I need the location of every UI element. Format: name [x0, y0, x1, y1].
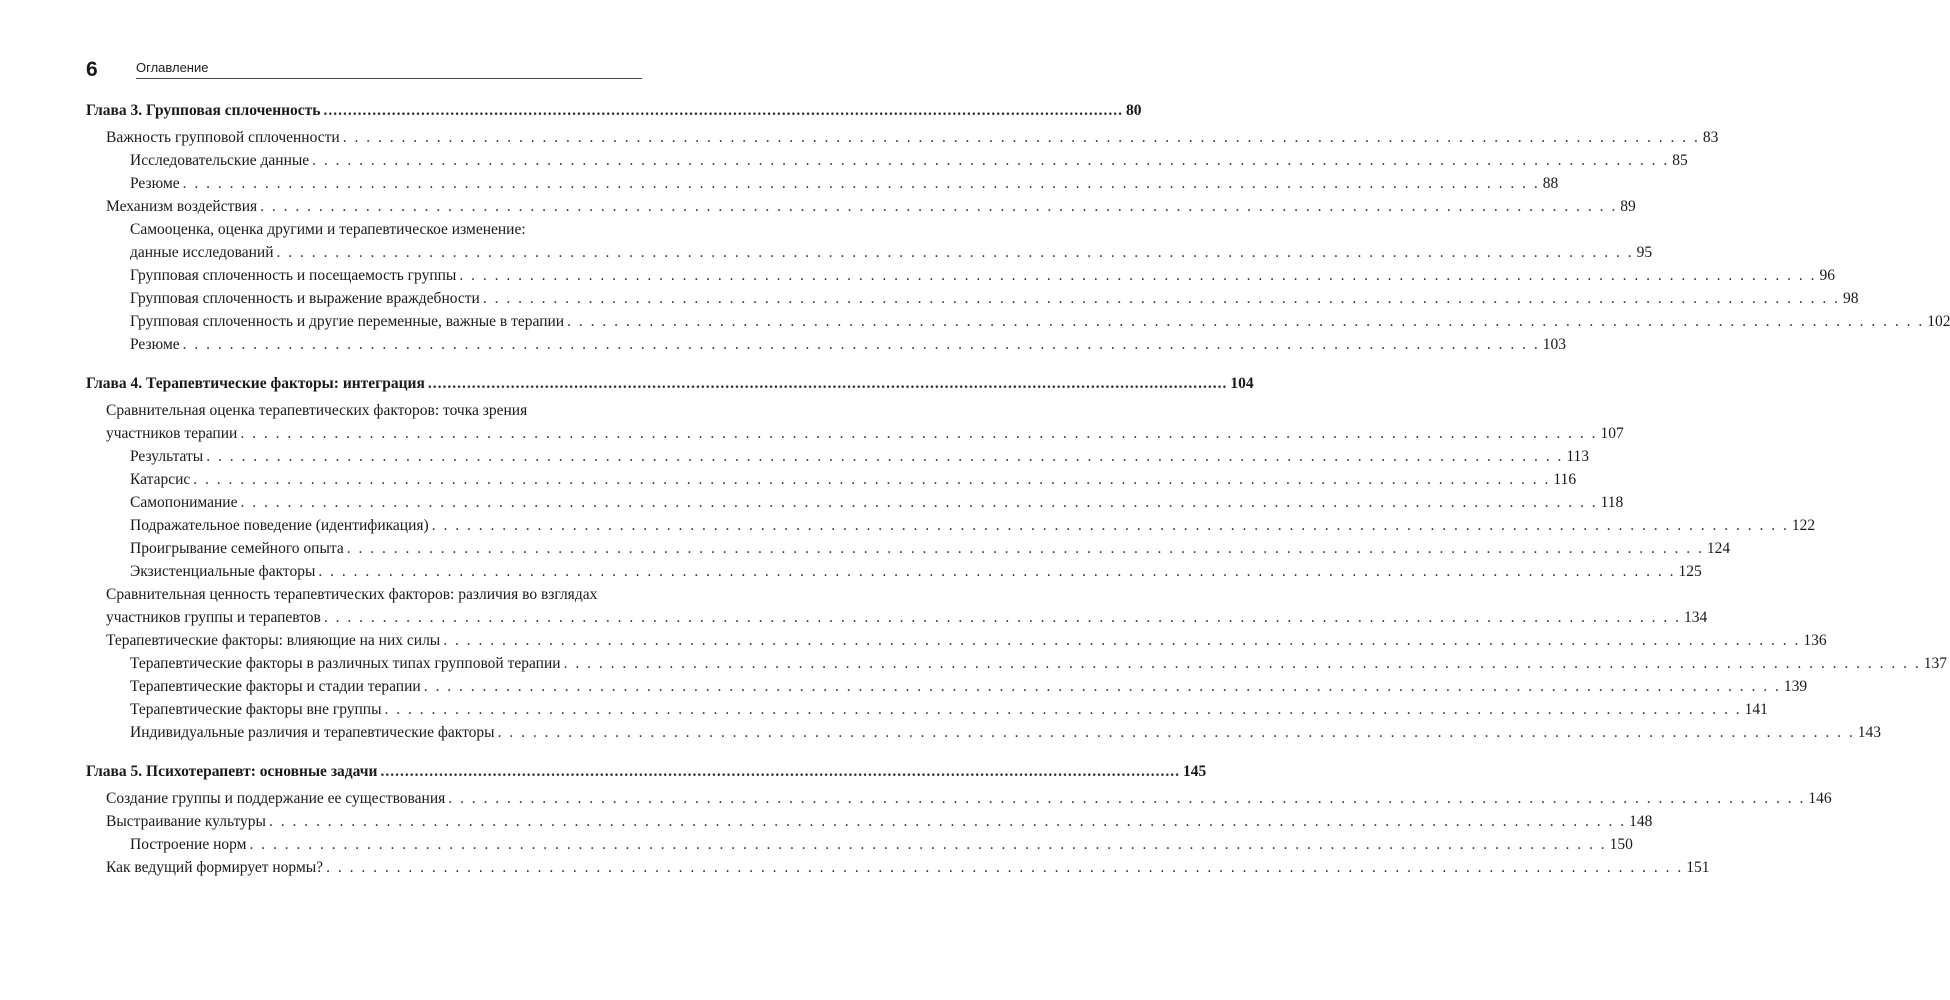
dot-leader [326, 856, 1683, 879]
toc-entry[interactable] [86, 698, 1768, 721]
toc-entry-page: 122 [1791, 517, 1816, 534]
toc-entry[interactable] [86, 172, 1559, 195]
toc-entry[interactable] [86, 218, 1653, 264]
toc-entry[interactable] [86, 195, 1636, 218]
toc-entry[interactable] [86, 491, 1624, 514]
dot-leader [567, 310, 1924, 333]
toc-entry-title: Как ведущий формирует нормы? [106, 859, 324, 876]
dot-leader [183, 333, 1540, 356]
dot-leader [260, 195, 1617, 218]
dot-leader [318, 560, 1675, 583]
toc-entry-title-line1: Самооценка, оценка другими и терапевтическое изменение: [130, 221, 526, 238]
toc-entry-page: 124 [1706, 540, 1731, 557]
toc-entry[interactable] [86, 287, 1859, 310]
toc-chapter[interactable] [86, 372, 1254, 395]
toc-entry-page: 118 [1600, 494, 1624, 511]
toc-entry-page: 146 [1808, 790, 1832, 807]
toc-entry-title: Самопонимание [130, 494, 238, 511]
dot-leader [385, 698, 1742, 721]
toc-entry[interactable] [86, 652, 1947, 675]
toc-entry-page: 116 [1553, 471, 1577, 488]
toc-entry-page: 103 [1542, 336, 1567, 353]
dot-leader [240, 491, 1597, 514]
toc-entry[interactable] [86, 560, 1702, 583]
dot-leader [347, 537, 1704, 560]
dot-leader [324, 99, 1124, 122]
toc-entry-page: 137 [1923, 655, 1947, 672]
dot-leader [380, 760, 1180, 783]
toc-entry-title: Терапевтические факторы и стадии терапии [130, 678, 421, 695]
dot-leader [428, 372, 1228, 395]
dot-leader [564, 652, 1921, 675]
toc-entry-title: Подражательное поведение (идентификация) [130, 517, 429, 534]
dot-leader [483, 287, 1840, 310]
toc-entry[interactable] [86, 514, 1816, 537]
toc-entry[interactable] [86, 310, 1950, 333]
dot-leader [459, 264, 1816, 287]
toc-entry-page: 95 [1636, 244, 1653, 261]
toc-entry-page: 102 [1927, 313, 1950, 330]
table-of-contents [86, 99, 1950, 879]
toc-entry-page: 96 [1819, 267, 1835, 284]
toc-entry[interactable] [86, 333, 1567, 356]
toc-entry[interactable] [86, 721, 1881, 744]
toc-entry-page: 150 [1609, 836, 1633, 853]
toc-entry-title: Важность групповой сплоченности [106, 129, 340, 146]
toc-entry-title: участников группы и терапевтов [106, 609, 321, 626]
toc-entry-page: 136 [1803, 632, 1827, 649]
toc-entry-title: Механизм воздействия [106, 198, 258, 215]
running-head [86, 56, 642, 84]
toc-entry[interactable] [86, 468, 1577, 491]
toc-entry-page: 134 [1684, 609, 1708, 626]
toc-entry-title: Терапевтические факторы в различных типах групповой терапии [130, 655, 561, 672]
toc-entry-title: Проигрывание семейного опыта [130, 540, 344, 557]
toc-entry-page: 104 [1230, 375, 1254, 392]
dot-leader [448, 787, 1805, 810]
toc-entry[interactable] [86, 149, 1688, 172]
dot-leader [424, 675, 1781, 698]
toc-entry[interactable] [86, 399, 1624, 445]
toc-entry-title: Групповая сплоченность и посещаемость группы [130, 267, 457, 284]
toc-entry-title: Построение норм [130, 836, 247, 853]
dot-leader [269, 810, 1626, 833]
toc-entry-page: 80 [1126, 102, 1142, 119]
toc-entry-page: 139 [1783, 678, 1808, 695]
toc-entry[interactable] [86, 810, 1653, 833]
toc-entry-title: Выстраивание культуры [106, 813, 266, 830]
dot-leader [343, 126, 1700, 149]
toc-chapter[interactable] [86, 760, 1207, 783]
toc-entry-page: 125 [1678, 563, 1702, 580]
dot-leader [183, 172, 1540, 195]
toc-entry-page: 85 [1672, 152, 1688, 169]
toc-entry-title: участников терапии [106, 425, 238, 442]
toc-entry-page: 98 [1842, 290, 1859, 307]
toc-entry-title: Групповая сплоченность и другие переменные, важные в терапии [130, 313, 565, 330]
toc-entry-page: 148 [1629, 813, 1653, 830]
dot-leader [193, 468, 1550, 491]
dot-leader [206, 445, 1563, 468]
dot-leader [240, 422, 1597, 445]
toc-entry-title: Глава 4. Терапевтические факторы: интеграция [86, 375, 425, 392]
toc-entry-page: 83 [1702, 129, 1719, 146]
toc-entry-title-line1: Сравнительная ценность терапевтических факторов: различия во взглядах [106, 586, 598, 603]
toc-entry[interactable] [86, 856, 1710, 879]
toc-chapter[interactable] [86, 99, 1142, 122]
header-rule [136, 78, 642, 79]
toc-entry-title: Индивидуальные различия и терапевтические факторы [130, 724, 495, 741]
toc-entry-page: 151 [1686, 859, 1710, 876]
toc-entry-page: 113 [1566, 448, 1590, 465]
toc-entry-title-line1: Сравнительная оценка терапевтических факторов: точка зрения [106, 402, 528, 419]
toc-entry[interactable] [86, 675, 1808, 698]
page-number: 6 [86, 58, 98, 81]
toc-entry-page: 88 [1542, 175, 1559, 192]
toc-entry[interactable] [86, 537, 1731, 560]
toc-entry-title: Резюме [130, 336, 180, 353]
toc-entry-page: 143 [1857, 724, 1881, 741]
toc-entry[interactable] [86, 264, 1835, 287]
toc-entry-title: Экзистенциальные факторы [130, 563, 316, 580]
toc-entry[interactable] [86, 583, 1708, 629]
toc-entry-title: Групповая сплоченность и выражение враждебности [130, 290, 480, 307]
dot-leader [432, 514, 1789, 537]
toc-entry[interactable] [86, 445, 1590, 468]
toc-entry-title: Глава 3. Групповая сплоченность [86, 102, 321, 119]
toc-entry-page: 107 [1600, 425, 1624, 442]
dot-leader [498, 721, 1855, 744]
dot-leader [277, 241, 1634, 264]
toc-entry-title: Терапевтические факторы: влияющие на них силы [106, 632, 441, 649]
toc-entry-page: 89 [1620, 198, 1636, 215]
toc-entry-page: 141 [1744, 701, 1768, 718]
toc-entry-title: Глава 5. Психотерапевт: основные задачи [86, 763, 378, 780]
toc-entry-page: 145 [1182, 763, 1207, 780]
toc-entry[interactable] [86, 833, 1633, 856]
dot-leader [324, 606, 1681, 629]
toc-entry-title: Резюме [130, 175, 180, 192]
toc-entry-title: Исследовательские данные [130, 152, 310, 169]
toc-entry-title: данные исследований [130, 244, 274, 261]
dot-leader [249, 833, 1606, 856]
toc-entry[interactable] [86, 787, 1832, 810]
toc-entry[interactable] [86, 629, 1827, 652]
dot-leader [312, 149, 1669, 172]
toc-entry-title: Создание группы и поддержание ее существования [106, 790, 446, 807]
toc-entry-title: Результаты [130, 448, 204, 465]
dot-leader [443, 629, 1800, 652]
running-title: Оглавление [136, 60, 209, 75]
toc-entry[interactable] [86, 126, 1719, 149]
toc-entry-title: Терапевтические факторы вне группы [130, 701, 382, 718]
toc-entry-title: Катарсис [130, 471, 191, 488]
